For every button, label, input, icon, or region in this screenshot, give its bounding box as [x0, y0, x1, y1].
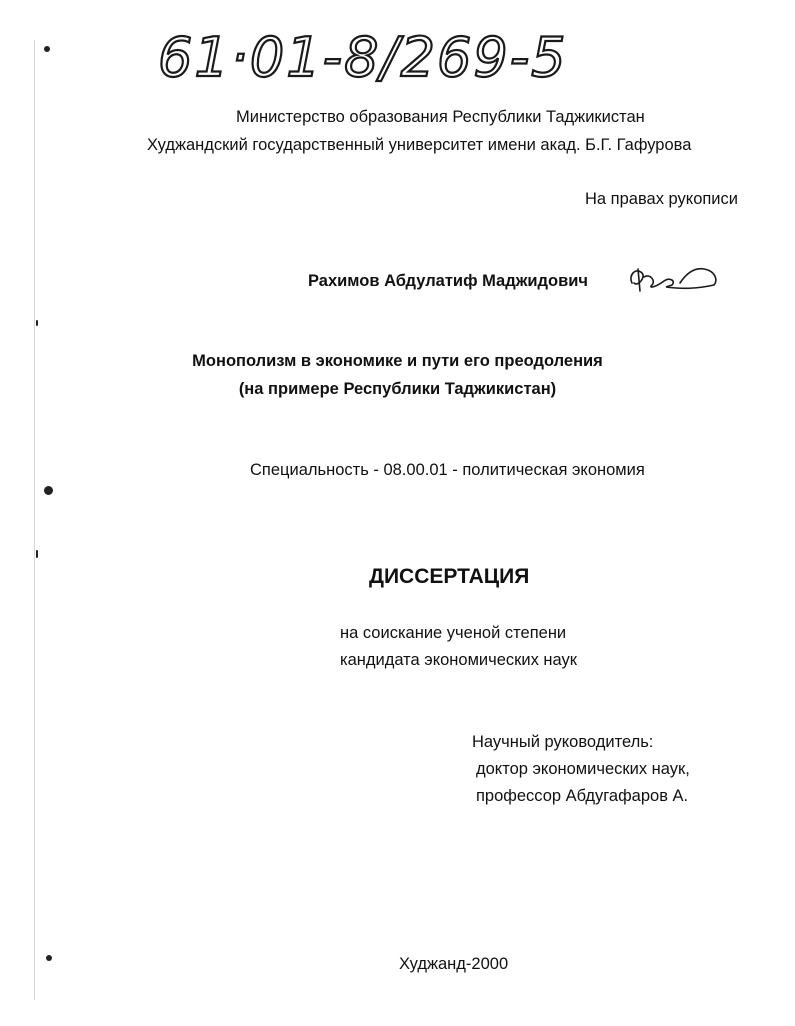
supervisor-degree: доктор экономических наук, [476, 760, 690, 778]
scan-speck [36, 320, 38, 326]
scan-speck [44, 486, 53, 495]
manuscript-rights-note: На правах рукописи [585, 190, 738, 208]
document-type: ДИССЕРТАЦИЯ [369, 565, 530, 588]
supervisor-name: профессор Абдугафаров А. [476, 787, 689, 805]
ministry-name: Министерство образования Республики Таджикистан [236, 108, 645, 126]
scan-speck [46, 955, 52, 961]
registry-number-text: 61·01-8/269-5 [158, 26, 568, 89]
degree-line2: кандидата экономических наук [340, 651, 578, 669]
thesis-title-line1: Монополизм в экономике и пути его преодоления [192, 352, 603, 370]
handwritten-registry-number [150, 14, 620, 94]
supervisor-label: Научный руководитель: [472, 733, 654, 751]
author-signature [626, 263, 720, 299]
place-and-year: Худжанд-2000 [399, 955, 509, 973]
author-name: Рахимов Абдулатиф Маджидович [308, 272, 588, 290]
university-name: Худжандский государственный университет имени акад. Б.Г. Гафурова [147, 136, 692, 154]
thesis-title-line2: (на примере Республики Таджикистан) [238, 380, 557, 398]
specialty: Специальность - 08.00.01 - политическая экономия [250, 461, 645, 479]
scan-speck [44, 46, 50, 52]
scan-speck [36, 550, 38, 558]
scan-edge [34, 40, 35, 1000]
degree-line1: на соискание ученой степени [340, 624, 567, 642]
